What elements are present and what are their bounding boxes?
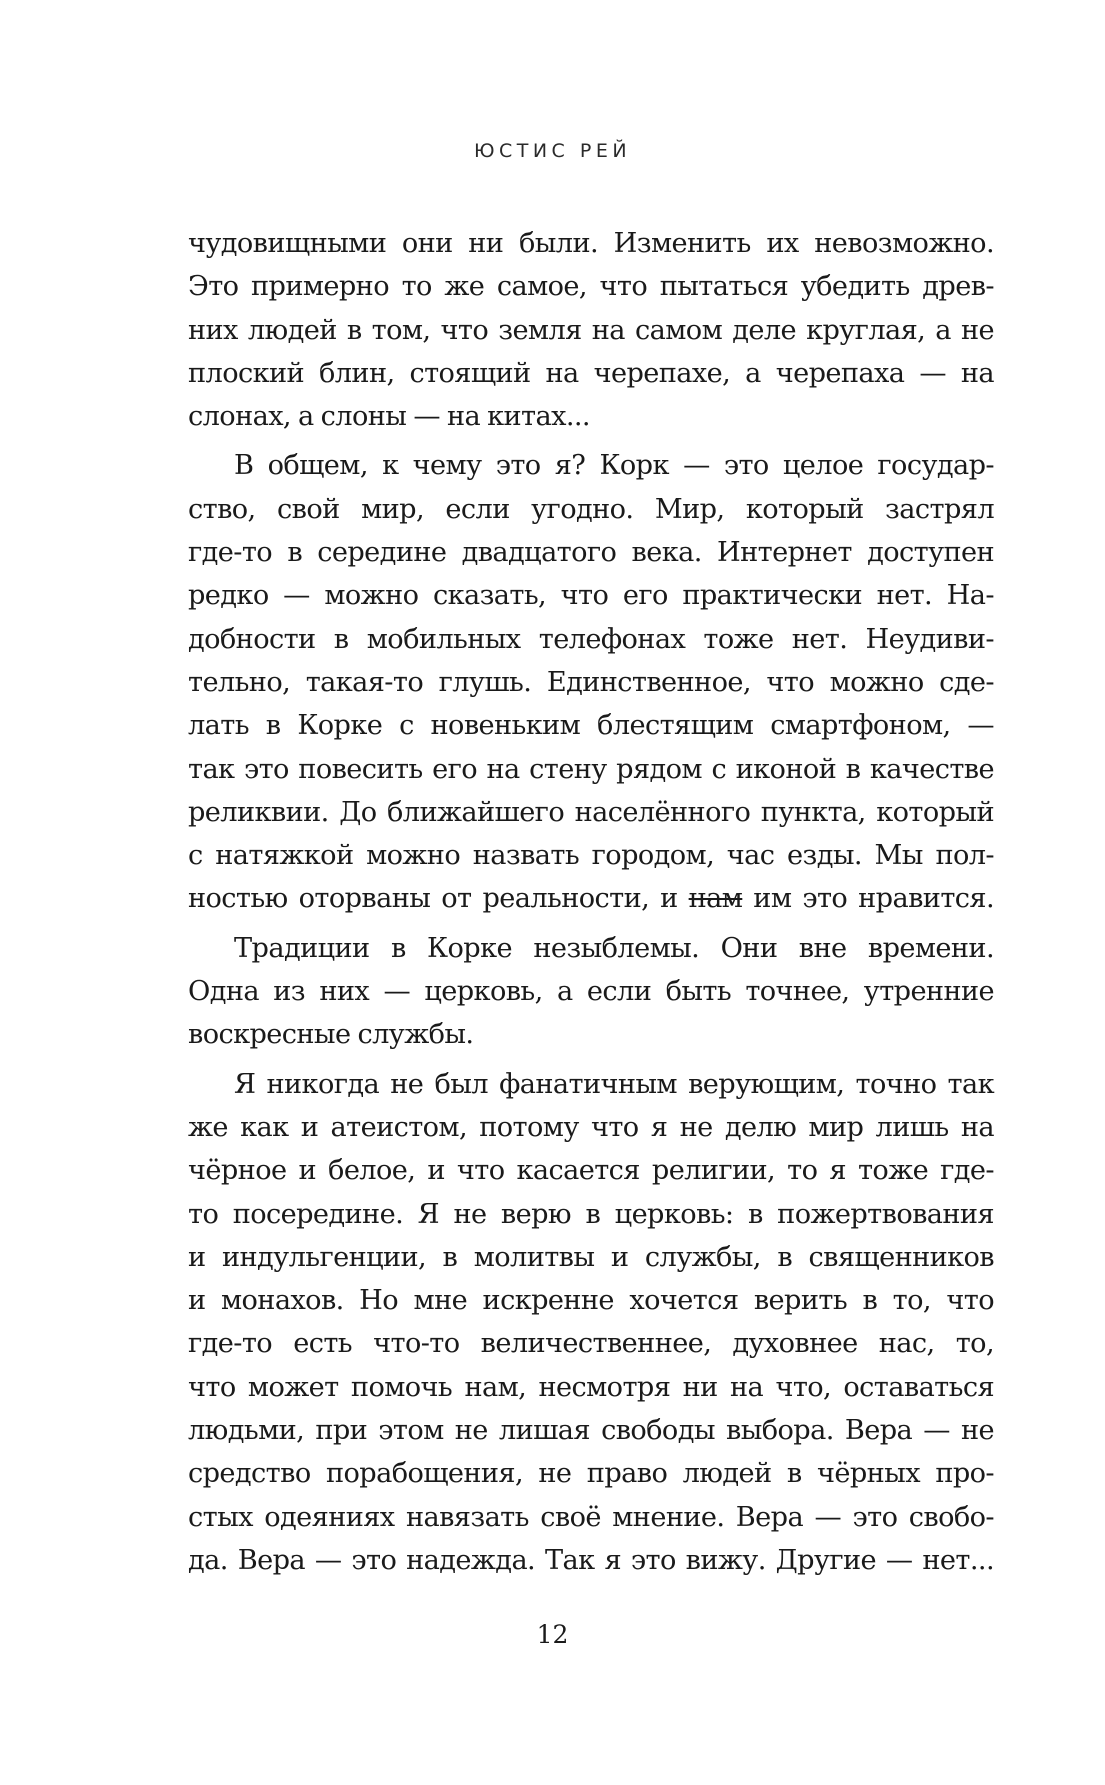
text-line: людьми, при этом не лишая свободы выбора. Вера — не	[188, 1415, 994, 1447]
text-line: то посередине. Я не верю в церковь: в пожертвования	[188, 1198, 994, 1230]
paragraph-2	[188, 444, 994, 920]
text-line: них людей в том, что земля на самом деле круглая, а не	[188, 314, 994, 346]
text-line: стых одеяниях навязать своё мнение. Вера — это свобо-	[188, 1501, 994, 1533]
text-line: и монахов. Но мне искренне хочется верить в то, что	[188, 1285, 994, 1317]
text-line: воскресные службы.	[188, 1019, 474, 1051]
text-line: же как и атеистом, потому что я не делю мир лишь на	[188, 1111, 994, 1143]
text-line: где-то есть что-то величественнее, духовнее нас, то,	[188, 1328, 994, 1360]
text-line: чёрное и белое, и что касается религии, то я тоже где-	[188, 1155, 994, 1187]
text-line: средство порабощения, не право людей в чёрных про-	[188, 1458, 994, 1490]
paragraph-4	[188, 1063, 994, 1583]
running-header-author: ЮСТИС РЕЙ	[473, 140, 632, 162]
text-line: и индульгенции, в молитвы и службы, в священников	[188, 1241, 994, 1273]
text-line: что может помочь нам, несмотря ни на что, оставаться	[188, 1371, 994, 1403]
text-line: Традиции в Корке незыблемы. Они вне времени.	[234, 932, 994, 964]
text-fragment: ностью оторваны от реальности, и	[188, 883, 689, 915]
text-line: тельно, такая-то глушь. Единственное, что можно сде-	[188, 666, 994, 698]
text-line: Я никогда не был фанатичным верующим, точно так	[234, 1068, 994, 1100]
body-text	[188, 222, 994, 1582]
text-line: где-то в середине двадцатого века. Интернет доступен	[188, 537, 994, 569]
text-line-with-strikethrough	[188, 877, 994, 920]
page-number: 12	[536, 1620, 569, 1649]
text-line: В общем, к чему это я? Корк — это целое государ-	[234, 450, 994, 482]
text-line: редко — можно сказать, что его практически нет. На-	[188, 580, 994, 612]
paragraph-1	[188, 222, 994, 438]
text-line: добности в мобильных телефонах тоже нет. Неудиви-	[188, 623, 994, 655]
text-line: Одна из них — церковь, а если быть точнее, утренние	[188, 976, 994, 1008]
text-line: лать в Корке с новеньким блестящим смартфоном, —	[188, 710, 994, 742]
text-line: реликвии. До ближайшего населённого пункта, который	[188, 796, 994, 828]
text-line: чудовищными они ни были. Изменить их невозможно.	[188, 228, 994, 259]
text-fragment: им это нравится.	[742, 883, 994, 915]
text-line: с натяжкой можно назвать городом, час езды. Мы пол-	[188, 840, 994, 872]
paragraph-3	[188, 927, 994, 1057]
text-line: так это повесить его на стену рядом с иконой в качестве	[188, 753, 994, 785]
text-line: плоский блин, стоящий на черепахе, а черепаха — на	[188, 357, 994, 389]
struck-word: нам	[688, 883, 743, 915]
text-line: слонах, а слоны — на китах...	[188, 401, 590, 433]
text-line: да. Вера — это надежда. Так я это вижу. Другие — нет...	[188, 1544, 994, 1576]
text-line: Это примерно то же самое, что пытаться убедить древ-	[188, 271, 994, 303]
text-line: ство, свой мир, если угодно. Мир, который застрял	[188, 493, 994, 525]
